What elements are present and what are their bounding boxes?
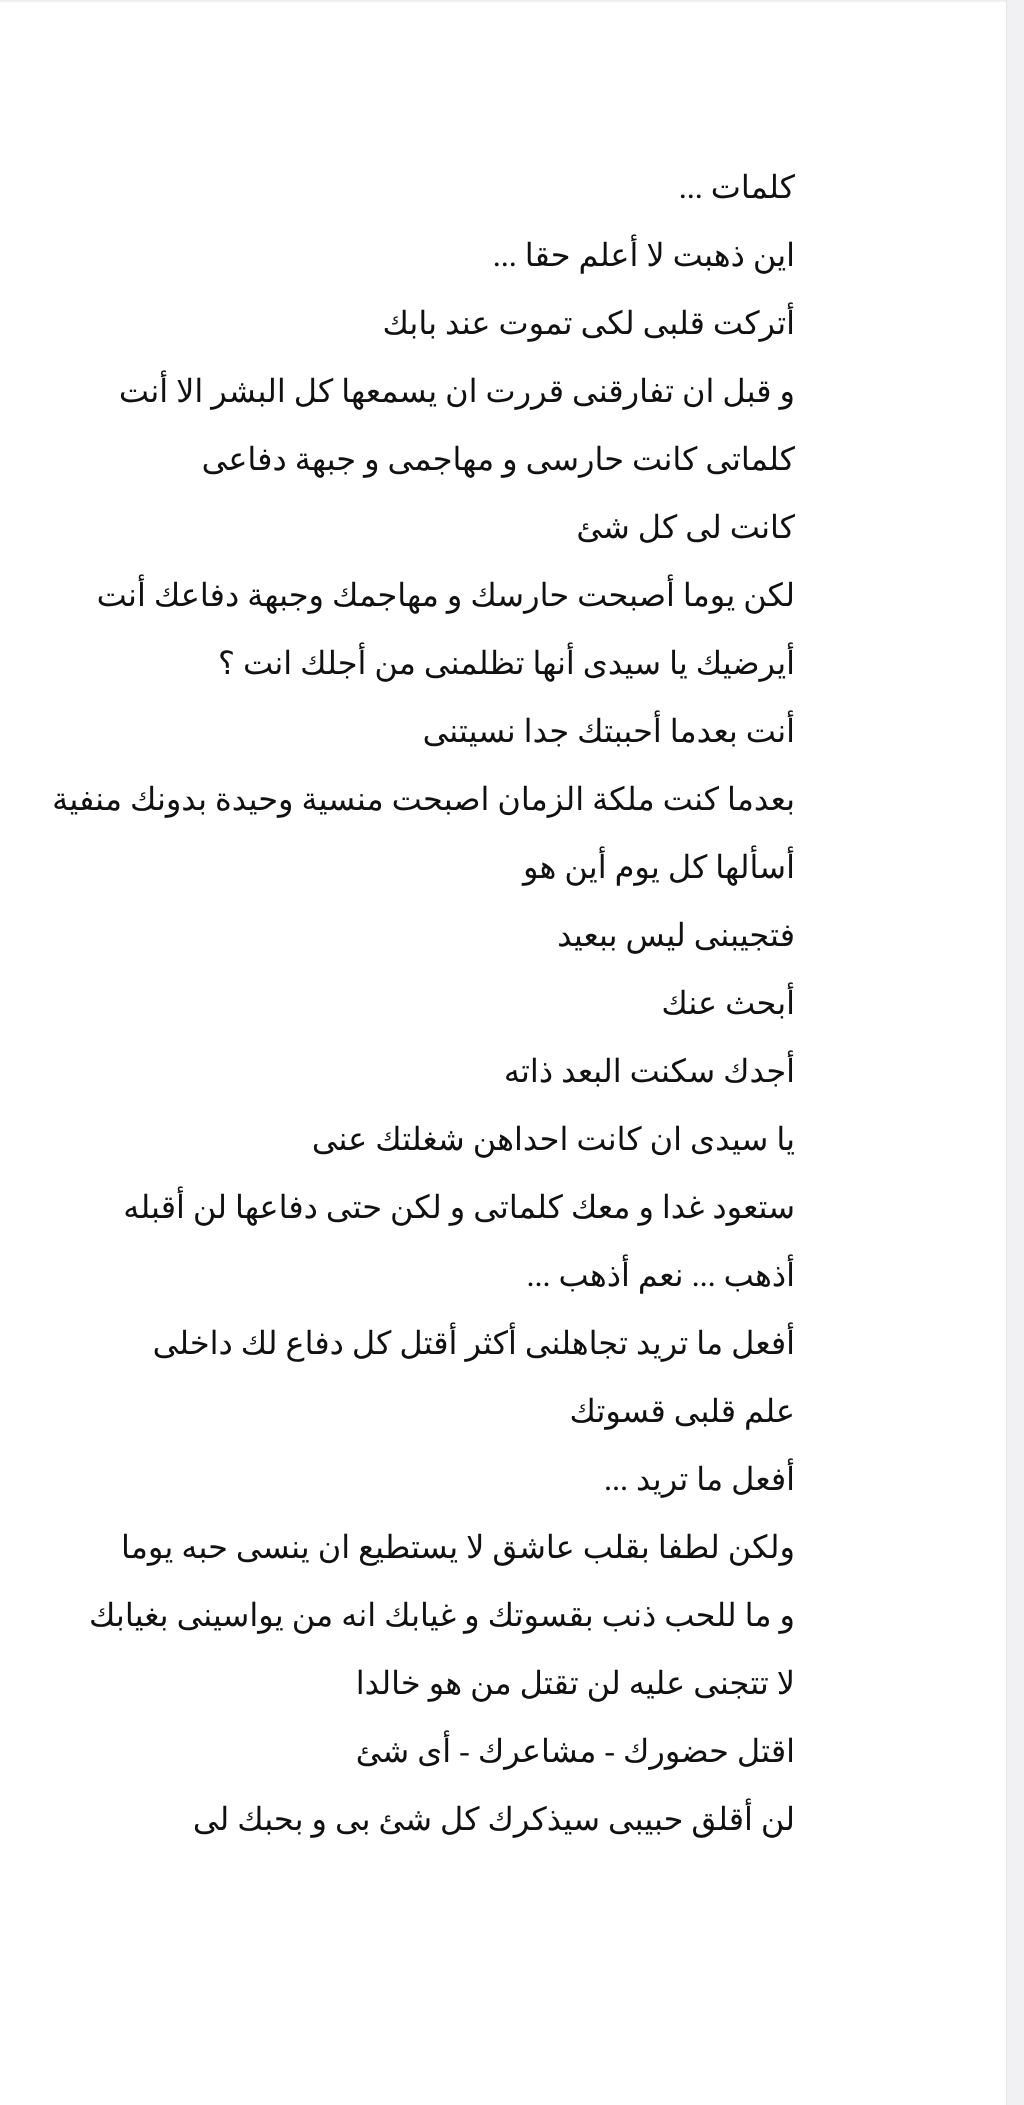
poem-line: لكن يوما أصبحت حارسك و مهاجمك وجبهة دفاعك أنت <box>96 577 795 613</box>
poem-line: أذهب ... نعم أذهب ... <box>526 1257 795 1293</box>
poem-line: فتجيبنى ليس ببعيد <box>557 917 795 953</box>
poem-line: أيرضيك يا سيدى أنها تظلمنى من أجلك انت ؟ <box>217 645 795 681</box>
poem-line: ولكن لطفا بقلب عاشق لا يستطيع ان ينسى حبه يوما <box>120 1529 795 1565</box>
poem-line: أفعل ما تريد ... <box>603 1461 795 1497</box>
poem-line: كلماتى كانت حارسى و مهاجمى و جبهة دفاعى <box>201 441 795 477</box>
poem-line: كانت لى كل شئ <box>576 509 795 545</box>
poem-line: أسألها كل يوم أين هو <box>523 849 795 885</box>
poem-line: يا سيدى ان كانت احداهن شغلتك عنى <box>311 1121 795 1157</box>
poem-line: أبحث عنك <box>661 985 795 1021</box>
poem-line: كلمات ... <box>678 169 795 205</box>
poem-line: أجدك سكنت البعد ذاته <box>503 1053 795 1089</box>
poem-line: أنت بعدما أحببتك جدا نسيتنى <box>422 713 795 749</box>
poem-line: و ما للحب ذنب بقسوتك و غيابك انه من يواسينى بغيابك <box>88 1597 795 1633</box>
poem-line: اين ذهبت لا أعلم حقا ... <box>492 237 795 273</box>
poem-line: اقتل حضورك - مشاعرك - أى شئ <box>355 1733 795 1769</box>
poem-line: لا تتجنى عليه لن تقتل من هو خالدا <box>355 1665 795 1701</box>
poem-line: أتركت قلبى لكى تموت عند بابك <box>382 305 795 341</box>
vertical-scrollbar[interactable] <box>1006 0 1024 2105</box>
poem-line: لن أقلق حبيبى سيذكرك كل شئ بى و بحبك لى <box>192 1801 795 1837</box>
poem-line: ستعود غدا و معك كلماتى و لكن حتى دفاعها لن أقبله <box>123 1189 795 1225</box>
poem-line: أفعل ما تريد تجاهلنى أكثر أقتل كل دفاع لك داخلى <box>152 1325 795 1361</box>
poem-line: و قبل ان تفارقنى قررت ان يسمعها كل البشر الا أنت <box>118 373 795 409</box>
poem-text <box>52 160 795 1860</box>
poem-line: بعدما كنت ملكة الزمان اصبحت منسية وحيدة بدونك منفية <box>52 781 795 817</box>
page-top-shadow <box>0 0 1006 3</box>
poem-line: علم قلبى قسوتك <box>569 1393 795 1429</box>
